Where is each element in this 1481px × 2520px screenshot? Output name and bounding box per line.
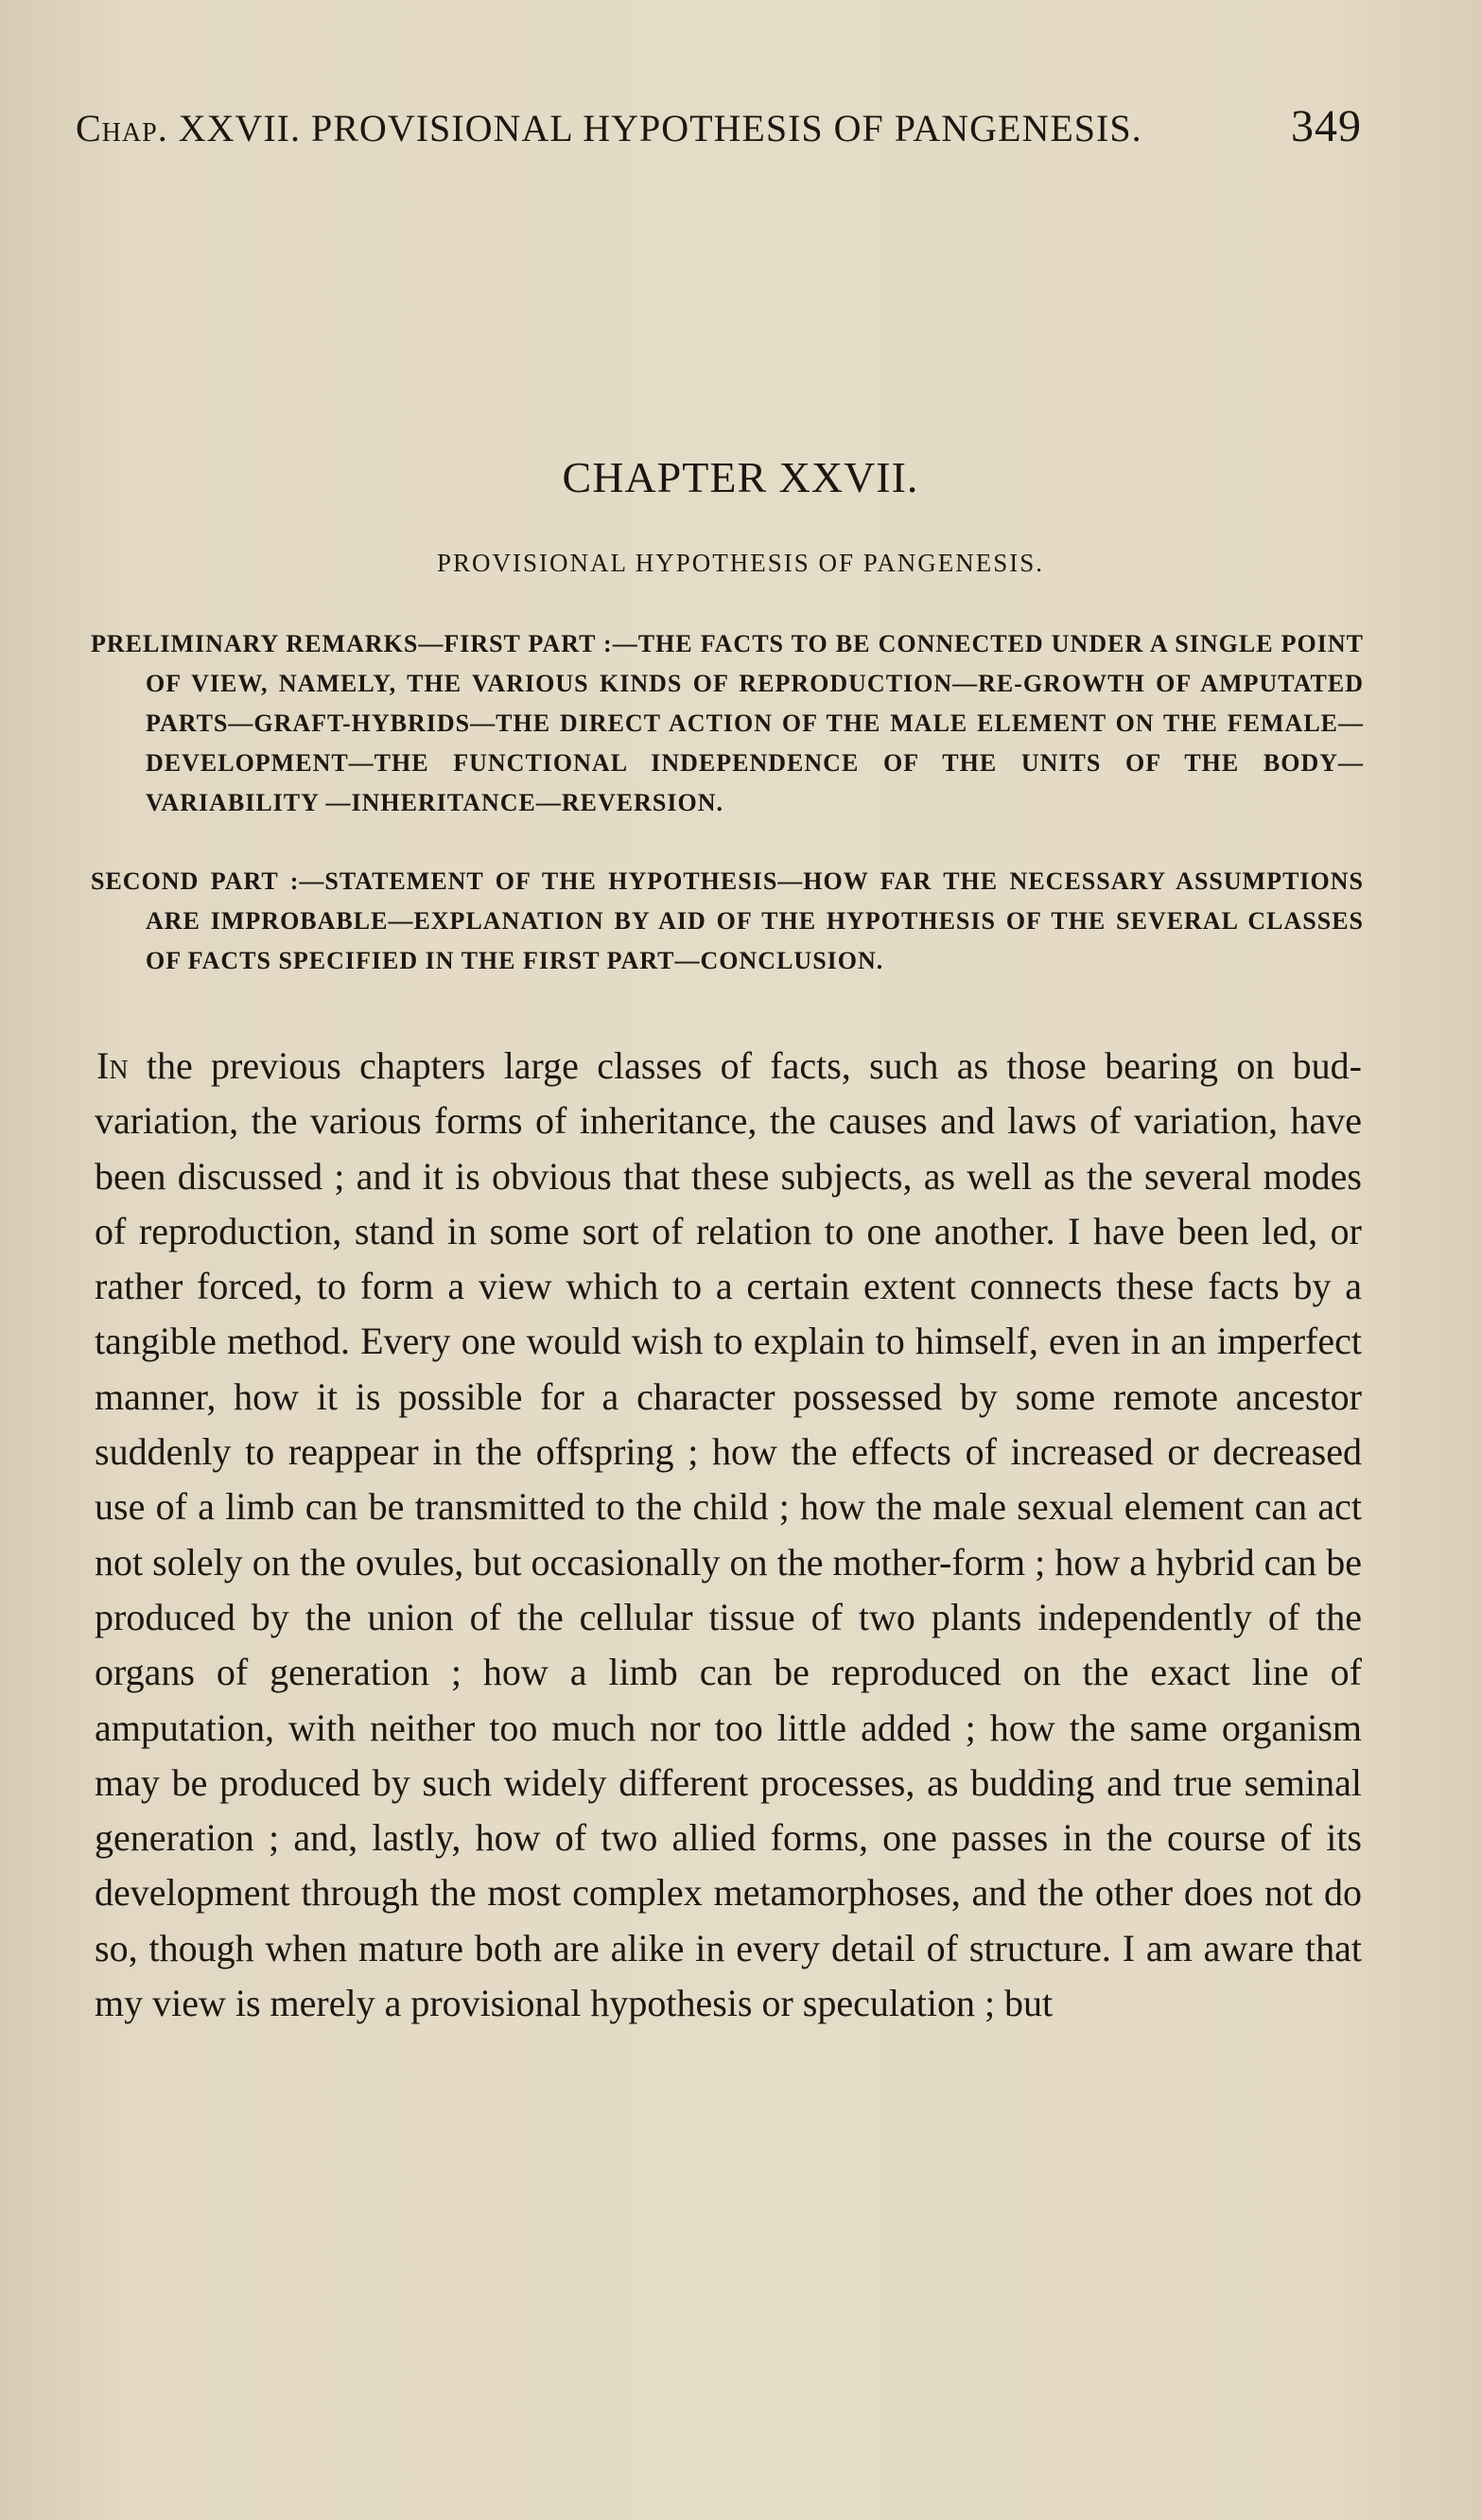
chapter-title: CHAPTER XXVII. <box>562 453 919 501</box>
chapter-summary-second-part: SECOND PART :—STATEMENT OF THE HYPOTHESIS—HOW FAR THE NECESSARY ASSUMPTIONS ARE IMPROBABLE—EXPLANATION BY AID OF THE HYPOTHESIS OF THE SEVERAL CLASSES OF FACTS SPECIFIED IN THE FIRST PART—CONCLUSION. <box>91 867 1364 974</box>
chapter-summary-first-part: PRELIMINARY REMARKS—FIRST PART :—THE FACTS TO BE CONNECTED UNDER A SINGLE POINT OF VIEW, NAMELY, THE VARIOUS KINDS OF REPRODUCTION—RE-GROWTH OF AMPUTATED PARTS—GRAFT-HYBRIDS—THE DIRECT ACTION OF THE MALE ELEMENT ON THE FEMALE—DEVELOPMENT—THE FUNCTIONAL INDEPENDENCE OF THE UNITS OF THE BODY—VARIABILITY —INHERITANCE—REVERSION. <box>91 630 1364 816</box>
chapter-subtitle: PROVISIONAL HYPOTHESIS OF PANGENESIS. <box>436 549 1045 577</box>
paragraph-initial: In <box>96 1044 129 1087</box>
paragraph-text: the previous chapters large classes of facts, such as those bearing on bud-variation, the various forms of inheritance, the causes and laws of variation, have been discussed ; and it is obvious that these subjects, as well as the several modes of reproduction, stand in some sort of relation to one another. I have been led, or rather forced, to form a view which to a certain extent connects these facts by a tangible method. Every one would wish to explain to himself, even in an imperfect manner, how it is possible for a character possessed by some remote ancestor suddenly to reappear in the offspring ; how the effects of increased or decreased use of a limb can be transmitted to the child ; how the male sexual element can act not solely on the ovules, but occasionally on the mother-form ; how a hybrid can be produced by the union of the cellular tissue of two plants independently of the organs of generation ; how a limb can be reproduced on the exact line of amputation, with neither too much nor too little added ; how the same organism may be produced by such widely different processes, as budding and true seminal generation ; and, lastly, how of two allied forms, one passes in the course of its development through the most complex metamorphoses, and the other does not do so, though when mature both are alike in every detail of structure. I am aware that my view is merely a provisional hypothesis or speculation ; but <box>95 1044 1362 2025</box>
running-head-title: PROVISIONAL HYPOTHESIS OF PANGENESIS. <box>311 107 1142 149</box>
running-head <box>76 101 1362 151</box>
page-number: 349 <box>1291 101 1362 151</box>
running-head-chapter: Chap. XXVII. <box>76 107 301 149</box>
body-paragraph <box>95 1039 1362 2031</box>
